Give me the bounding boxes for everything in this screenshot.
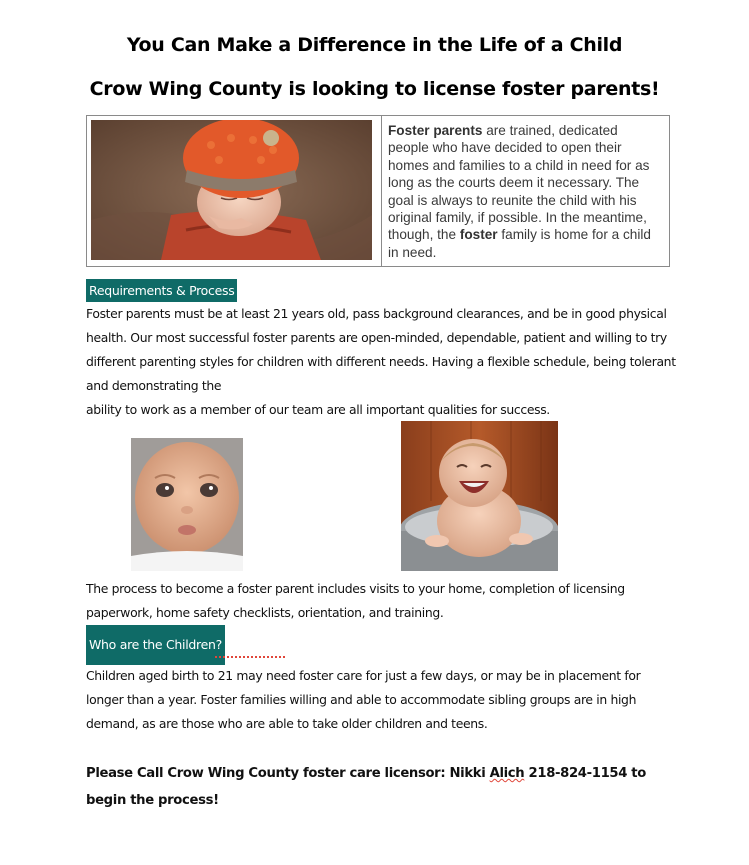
baby-bath-art (401, 421, 558, 571)
requirements-paragraph-continued: ability to work as a member of our team are all important qualities for success. (86, 402, 550, 417)
contact-text-before: Please Call Crow Wing County foster care licensor: Nikki (86, 766, 490, 781)
newborn-photo-art (91, 120, 372, 260)
contact-text-after: to begin the process! (86, 766, 646, 808)
contact-paragraph (86, 760, 686, 814)
children-heading: Who are the Children? (86, 625, 225, 665)
contact-phone: 218-824-1154 (524, 766, 628, 781)
baby-portrait-photo (131, 438, 243, 571)
baby-bath-photo (401, 421, 558, 571)
baby-portrait-art (131, 438, 243, 571)
process-paragraph: The process to become a foster parent includes visits to your home, completion of licensing paperwork, home safety checklists, orientation, and training. (86, 581, 625, 620)
intro-lead-bold: Foster parents (388, 123, 483, 138)
intro-text-1: are trained, dedicated people who have decided to open their homes and families to a child in need for as long as the courts deem it necessary. The goal is always to reunite the child with his original family, if possible. In the meantime, though, the (388, 123, 650, 243)
contact-surname: Alich (489, 766, 525, 781)
page-title: You Can Make a Difference in the Life of a Child (126, 34, 623, 56)
requirements-paragraph: Foster parents must be at least 21 years old, pass background clearances, and be in good physical health. Our most successful foster parents are open-minded, dependable, patient and willing to try different parenting styles for children with different needs. Having a flexible schedule, being tolerant and demonstrating the (86, 306, 676, 393)
newborn-photo (91, 120, 372, 260)
children-paragraph: Children aged birth to 21 may need foster care for just a few days, or may be in placement for longer than a year. Foster families willing and able to accommodate sibling groups are in high demand, as are those who are able to take older children and teens. (86, 668, 641, 731)
page-subtitle: Crow Wing County is looking to license foster parents! (89, 78, 660, 100)
intro-text (382, 116, 669, 266)
spellcheck-underline (215, 654, 285, 658)
intro-text-2: family is home for a child in need. (388, 227, 651, 260)
requirements-heading: Requirements & Process (86, 279, 237, 302)
intro-mid-bold: foster (459, 227, 498, 243)
